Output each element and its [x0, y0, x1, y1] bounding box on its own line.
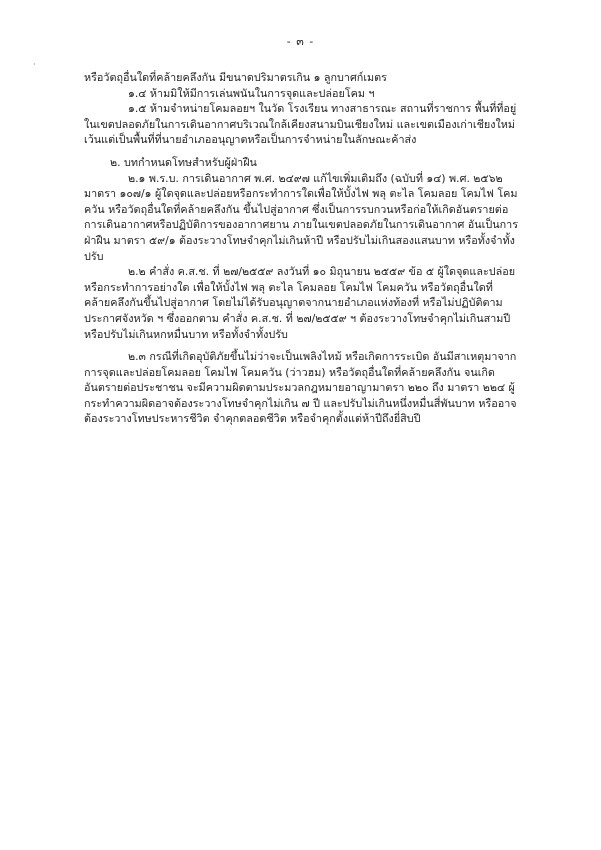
- section-heading-penalties: ๒. บทกำหนดโทษสำหรับผู้ฝ่าฝืน: [110, 155, 257, 169]
- paragraph-continuation: หรือวัตถุอื่นใดที่คล้ายคลึงกัน มีขนาดปริมาตรเกิน ๑ ลูกบาศก์เมตร: [84, 71, 387, 84]
- scan-speck: ·: [33, 60, 36, 69]
- page-number: - ๓ -: [286, 35, 315, 48]
- paragraph-2-3: ๒.๓ กรณีที่เกิดอุบัติภัยขึ้นไม่ว่าจะเป็นเพลิงไหม้ หรือเกิดการระเบิด อันมีสาเหตุมาจากการจุดและปล่อยโคมลอย โคมไฟ โคมควัน (ว่าวฮม) หรือวัตถุอื่นใดที่คล้ายคลึงกัน จนเกิดอันตรายต่อประชาชน จะมีความผิดตามประมวลกฎหมายอาญามาตรา ๒๒๐ ถึง มาตรา ๒๒๔ ผู้กระทำความผิดอาจต้องระวางโทษจำคุกไม่เกิน ๗ ปี และปรับไม่เกินหนึ่งหมื่นสี่พันบาท หรืออาจต้องระวางโทษประหารชีวิต จำคุกตลอดชีวิต หรือจำคุกตั้งแต่ห้าปีถึงยี่สิบปี: [84, 350, 517, 426]
- paragraph-2-2: ๒.๒ คำสั่ง ค.ส.ช. ที่ ๒๗/๒๕๕๙ ลงวันที่ ๑๐ มิถุนายน ๒๕๕๙ ข้อ ๕ ผู้ใดจุดและปล่อยหรือกระทำการอย่างใด เพื่อให้บั้งไฟ พลุ ตะไล โคมลอย โคมไฟ โคมควัน หรือวัตถุอื่นใดที่คล้ายคลึงกันขึ้นไปสู่อากาศ โดยไม่ได้รับอนุญาตจากนายอำเภอแห่งท้องที่ หรือไม่ปฏิบัติตามประกาศจังหวัด ฯ ซึ่งออกตาม คำสั่ง ค.ส.ช. ที่ ๒๗/๒๕๕๙ ฯ ต้องระวางโทษจำคุกไม่เกินสามปี หรือปรับไม่เกินหกหมื่นบาท หรือทั้งจำทั้งปรับ: [84, 265, 516, 341]
- paragraph-1-4: ๑.๔ ห้ามมิให้มีการเล่นพนันในการจุดและปล่อยโคม ฯ: [128, 86, 375, 100]
- paragraph-1-5: ๑.๕ ห้ามจำหน่ายโคมลอยฯ ในวัด โรงเรียน ทางสาธารณะ สถานที่ราชการ พื้นที่ที่อยู่ในเขตปลอดภัยในการเดินอากาศบริเวณใกล้เคียงสนามบินเชียงใหม่ และเขตเมืองเก่าเชียงใหม่ เว้นแต่เป็นพื้นที่ที่นายอำเภออนุญาตหรือเป็นการจำหน่ายในลักษณะค้าส่ง: [84, 102, 517, 147]
- document-body: [84, 70, 524, 427]
- paragraph-2-1: ๒.๑ พ.ร.บ. การเดินอากาศ พ.ศ. ๒๔๙๗ แก้ไขเพิ่มเติมถึง (ฉบับที่ ๑๔) พ.ศ. ๒๕๖๒ มาตรา ๑๐๗/๑ ผู้ใดจุดและปล่อยหรือกระทำการใดเพื่อให้บั้งไฟ พลุ ตะไล โคมลอย โคมไฟ โคมควัน หรือวัตถุอื่นใดที่คล้ายคลึงกัน ขึ้นไปสู่อากาศ ซึ่งเป็นการรบกวนหรือก่อให้เกิดอันตรายต่อการเดินอากาศหรือปฏิบัติการของอากาศยาน ภายในเขตปลอดภัยในการเดินอากาศ อันเป็นการฝ่าฝืน มาตรา ๕๙/๑ ต้องระวางโทษจำคุกไม่เกินห้าปี หรือปรับไม่เกินสองแสนบาท หรือทั้งจำทั้งปรับ: [84, 171, 518, 263]
